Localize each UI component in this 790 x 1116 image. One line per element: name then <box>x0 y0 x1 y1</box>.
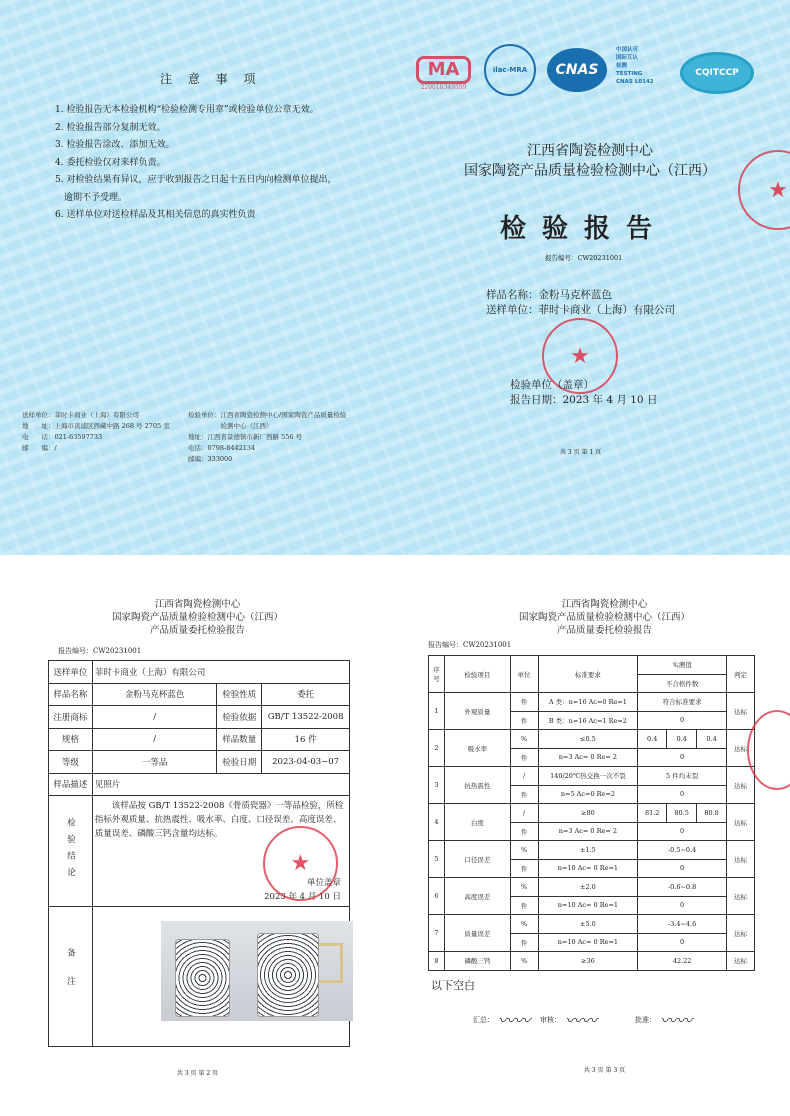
cell: 80.5 <box>667 804 697 823</box>
label: 等级 <box>49 751 93 774</box>
client-info <box>22 410 170 454</box>
cell: 0 <box>638 933 727 952</box>
header-item: 检验项目 <box>444 656 510 693</box>
blank-note: 以下空白 <box>431 979 475 992</box>
table-row <box>429 767 755 786</box>
cnas-line: TESTING <box>616 71 643 77</box>
sample-info-table <box>48 660 350 1047</box>
notes-title: 注 意 事 项 <box>160 72 262 86</box>
cell: A 类：n=16 Ac=0 Re=1 <box>538 693 638 712</box>
value: / <box>92 728 217 751</box>
label: 送样单位 <box>49 661 93 684</box>
cnas-logo: CNAS <box>547 48 607 92</box>
header-standard: 标准要求 <box>538 656 638 693</box>
info-line: 邮编：333000 <box>188 455 233 463</box>
cell: 件 <box>510 933 538 952</box>
cell: 抗热震性 <box>444 767 510 804</box>
title-line: 江西省陶瓷检测中心 <box>154 599 241 610</box>
cell: % <box>510 841 538 860</box>
sample-name: 样品名称：金粉马克杯蓝色 <box>486 289 612 301</box>
report-cover <box>0 0 790 555</box>
cell: 0.4 <box>697 730 727 749</box>
header-unit: 单位 <box>510 656 538 693</box>
cell: 0 <box>638 785 727 804</box>
cell: -0.6~0.8 <box>638 878 727 897</box>
report-number: 报告编号：CW20231001 <box>58 647 142 655</box>
value: 16 件 <box>262 728 350 751</box>
cell: 达标 <box>727 804 755 841</box>
lab-info <box>188 410 346 465</box>
report-page-2 <box>0 560 395 1116</box>
value: 委托 <box>262 683 350 706</box>
table-row <box>429 952 755 971</box>
note: 4. 委托检验仅对来样负责。 <box>55 157 166 168</box>
value: 金粉马克杯蓝色 <box>92 683 217 706</box>
label: 检验依据 <box>217 706 262 729</box>
cell: 0.4 <box>638 730 667 749</box>
cell: ≤0.5 <box>538 730 638 749</box>
page-title <box>407 598 790 637</box>
stamp-date: 2023 年 4 月 10 日 <box>264 892 341 902</box>
cnas-line: 检测 <box>616 63 628 69</box>
page-number: 共 3 页 第 1 页 <box>560 449 602 456</box>
cell: ±2.0 <box>538 878 638 897</box>
label: 样品数量 <box>217 728 262 751</box>
note: 6. 送样单位对送检样品及其相关信息的真实性负责 <box>55 210 256 220</box>
cell: / <box>510 804 538 823</box>
label: 备注 <box>49 907 93 1047</box>
ilac-logo: ilac-MRA <box>484 44 536 96</box>
title-line: 产品质量委托检验报告 <box>556 625 652 636</box>
cell: 7 <box>429 915 445 952</box>
summary-label: 汇总： <box>473 1015 494 1024</box>
table-row <box>429 730 755 749</box>
cell: 高度误差 <box>444 878 510 915</box>
info-line: 电 话：021-63597733 <box>22 433 103 441</box>
header-verdict: 判定 <box>727 656 755 693</box>
label: 样品名称 <box>49 683 93 706</box>
signatures <box>473 1008 692 1031</box>
info-line: 检验单位：江西省陶瓷检测中心/国家陶瓷产品质量检验 <box>188 411 347 419</box>
title-line: 国家陶瓷产品质量检验检测中心（江西） <box>518 612 690 623</box>
info-line: 地址：江西省景德镇市新厂西路 556 号 <box>188 433 303 441</box>
cell: 0 <box>638 859 727 878</box>
cell: 达标 <box>727 952 755 971</box>
table-row <box>429 841 755 860</box>
cell: 达标 <box>727 878 755 915</box>
cell: / <box>510 767 538 786</box>
note: 5. 对检验结果有异议，应于收到报告之日起十五日内向检测单位提出， <box>55 175 337 185</box>
client-name: 送样单位：菲时卡商业（上海）有限公司 <box>486 304 675 316</box>
report-page-3 <box>395 560 790 1116</box>
table-row <box>429 915 755 934</box>
cell: 件 <box>510 896 538 915</box>
cell: ±5.0 <box>538 915 638 934</box>
value: 菲时卡商业（上海）有限公司 <box>92 661 349 684</box>
title-line: 江西省陶瓷检测中心 <box>561 599 648 610</box>
info-line: 地 址：上海市黄浦区西藏中路 268 号 2705 室 <box>22 422 170 430</box>
label: 检验结论 <box>49 796 93 907</box>
cell: 5 <box>429 841 445 878</box>
notes-list <box>55 102 336 225</box>
cell: 140/20℃热交换一次不裂 <box>538 767 638 786</box>
cell: 达标 <box>727 915 755 952</box>
conclusion-text: 该样品按 GB/T 13522-2008《骨质瓷器》一等品检验，所检指标外观质量、抗热震性、吸水率、白度、口径误差、高度误差、质量误差、磷酸三钙含量均达标。 <box>94 801 344 839</box>
info-line: 邮 编：/ <box>22 444 57 452</box>
cell: 件 <box>510 859 538 878</box>
official-stamp-edge: ★ <box>738 150 790 230</box>
table-row <box>429 693 755 712</box>
cell: 质量误差 <box>444 915 510 952</box>
value: GB/T 13522-2008 <box>262 706 350 729</box>
mug-handle <box>319 943 343 983</box>
signature-summary: 〰〰 <box>498 1011 531 1030</box>
cell: 6 <box>429 878 445 915</box>
cnas-line: 国际互认 <box>616 55 639 61</box>
cell: 口径误差 <box>444 841 510 878</box>
cell: 件 <box>510 785 538 804</box>
cell: 80.8 <box>697 804 727 823</box>
report-number: 报告编号：CW20231001 <box>545 254 623 262</box>
cell: % <box>510 952 538 971</box>
header-measured: 实测值 <box>638 656 727 675</box>
cell: 4 <box>429 804 445 841</box>
page-number: 共 3 页 第 2 页 <box>176 1070 219 1077</box>
header-no: 序号 <box>429 656 445 693</box>
cell: 1 <box>429 693 445 730</box>
title-line: 产品质量委托检验报告 <box>149 625 245 636</box>
signature-review: 〰〰 <box>565 1011 598 1030</box>
note: 2. 检验报告部分复制无效。 <box>55 122 166 133</box>
cell: 件 <box>510 711 538 730</box>
label: 规格 <box>49 728 93 751</box>
cell: 达标 <box>727 730 755 767</box>
cell: 外观质量 <box>444 693 510 730</box>
cell: 磷酸三钙 <box>444 952 510 971</box>
cell: ±1.5 <box>538 841 638 860</box>
cell: 8 <box>429 952 445 971</box>
review-label: 审核： <box>540 1015 562 1024</box>
title-line: 国家陶瓷产品质量检验检测中心（江西） <box>111 612 283 623</box>
cell: 件 <box>510 822 538 841</box>
mug-image <box>257 933 319 1017</box>
value: 见照片 <box>92 773 349 796</box>
cell: n=3 Ac= 0 Re= 2 <box>538 822 638 841</box>
value: / <box>92 706 217 729</box>
note: 逾期不予受理。 <box>55 192 128 203</box>
cell: ≥80 <box>538 804 638 823</box>
mug-image <box>175 939 230 1017</box>
table-row <box>429 804 755 823</box>
cell: 3 <box>429 767 445 804</box>
info-line: 送样单位：菲时卡商业（上海）有限公司 <box>22 411 139 419</box>
cell: n=10 Ac= 0 Re=1 <box>538 859 638 878</box>
cell: 白度 <box>444 804 510 841</box>
cnas-line: CNAS L0142 <box>616 79 654 85</box>
cell: 81.2 <box>638 804 667 823</box>
official-stamp: ★ <box>542 318 618 394</box>
cell: n=10 Ac= 0 Re=1 <box>538 896 638 915</box>
header-fail-count: 不合格件数 <box>638 674 727 693</box>
cell: 5 件均未裂 <box>638 767 727 786</box>
value: 2023-04-03~07 <box>262 751 350 774</box>
cell: % <box>510 730 538 749</box>
org-name-national: 国家陶瓷产品质量检验检测中心（江西） <box>464 163 716 179</box>
cnas-text <box>616 46 654 86</box>
report-number: 报告编号：CW20231001 <box>428 641 512 649</box>
cma-mark: MA <box>416 56 471 84</box>
cell: n=10 Ac= 0 Re=1 <box>538 933 638 952</box>
page-title <box>0 598 395 637</box>
signature-approve: 〰〰 <box>660 1011 693 1030</box>
cell: 达标 <box>727 841 755 878</box>
cell: 达标 <box>727 693 755 730</box>
cell: 0 <box>638 748 727 767</box>
cell: -3.4~4.6 <box>638 915 727 934</box>
cma-number: 220010349559 <box>420 84 467 91</box>
cell: 0 <box>638 711 727 730</box>
test-results-table <box>428 655 755 971</box>
cell: % <box>510 915 538 934</box>
cell: 符合标准要求 <box>638 693 727 712</box>
cell: 吸水率 <box>444 730 510 767</box>
cell: 0 <box>638 896 727 915</box>
info-line: 电话：0798-8442134 <box>188 444 256 452</box>
cell: % <box>510 878 538 897</box>
label: 检验日期 <box>217 751 262 774</box>
cell: n=3 Ac= 0 Re= 2 <box>538 748 638 767</box>
product-photo <box>161 921 353 1021</box>
label: 检验性质 <box>217 683 262 706</box>
cell: 达标 <box>727 767 755 804</box>
cell: n=5 Ac=0 Re=2 <box>538 785 638 804</box>
cell: -0.5~0.4 <box>638 841 727 860</box>
cqitccp-logo: CQITCCP <box>680 52 754 94</box>
report-title: 检验报告 <box>500 214 669 244</box>
cell: B 类：n=16 Ac=1 Re=2 <box>538 711 638 730</box>
note: 3. 检验报告涂改、添加无效。 <box>55 140 175 150</box>
cell: 件 <box>510 693 538 712</box>
info-line: 检测中心（江西） <box>188 422 273 430</box>
cma-logo <box>416 56 471 91</box>
table-row <box>429 878 755 897</box>
page-number: 共 3 页 第 3 页 <box>583 1067 626 1074</box>
report-date: 报告日期：2023 年 4 月 10 日 <box>510 394 658 406</box>
cell: ≥36 <box>538 952 638 971</box>
org-name: 江西省陶瓷检测中心 <box>527 143 653 159</box>
label: 样品描述 <box>49 773 93 796</box>
note: 1. 检验报告无本检验机构“检验检测专用章”或检验单位公章无效。 <box>55 105 319 115</box>
inspector-label: 检验单位（盖章） <box>510 379 594 391</box>
cell: 2 <box>429 730 445 767</box>
label: 注册商标 <box>49 706 93 729</box>
stamp-label: 单位盖章 <box>306 878 341 888</box>
cell: 42.22 <box>638 952 727 971</box>
approve-label: 批准： <box>635 1015 657 1024</box>
cell: 0 <box>638 822 727 841</box>
value: 一等品 <box>92 751 217 774</box>
cell: 件 <box>510 748 538 767</box>
cnas-line: 中国认可 <box>616 47 639 53</box>
official-stamp: ★ <box>263 826 338 901</box>
cell: 0.4 <box>667 730 697 749</box>
